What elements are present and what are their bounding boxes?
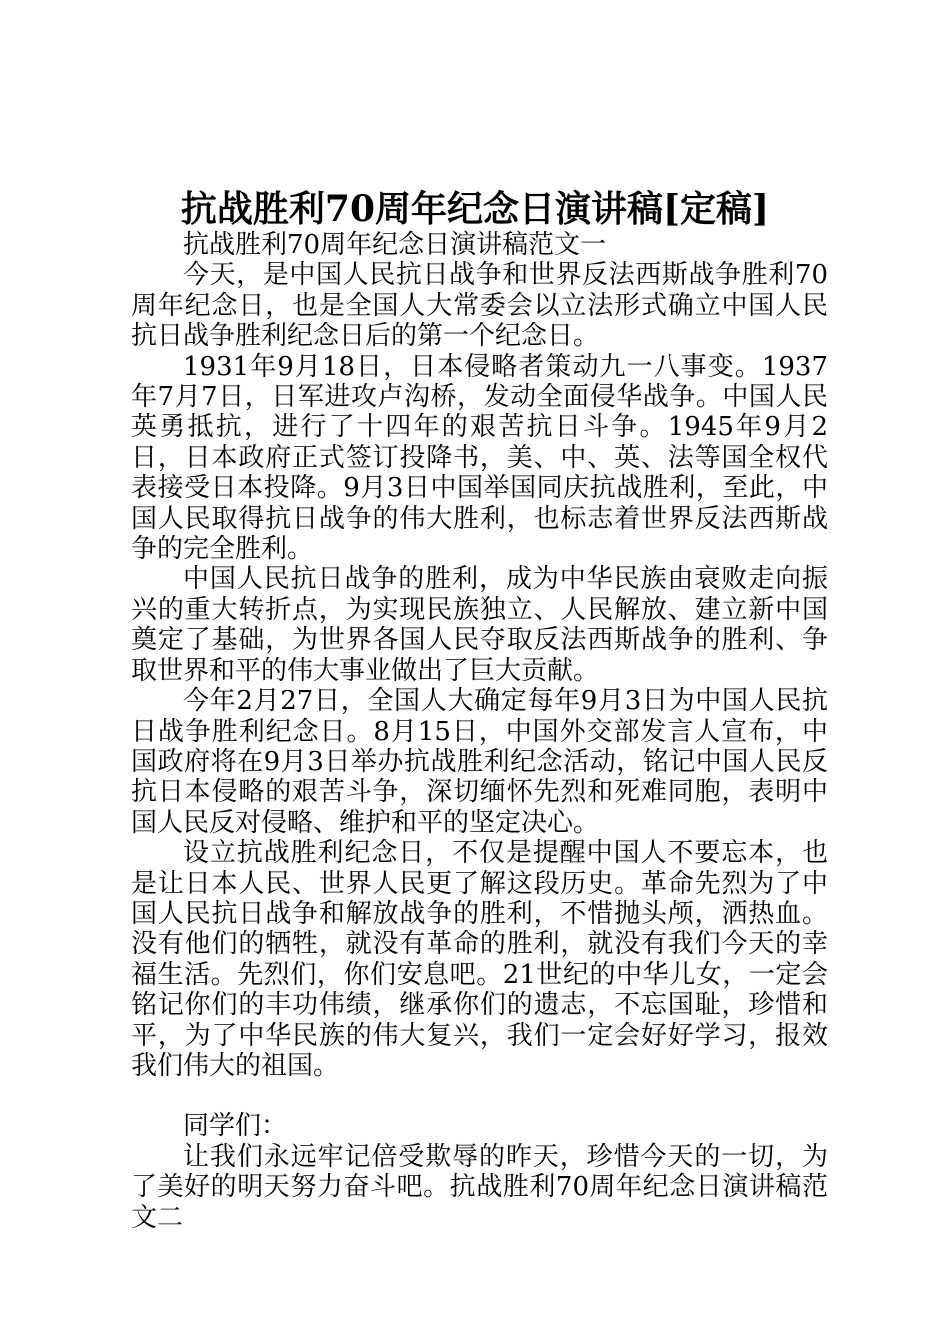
paragraph-intro: 今天，是中国人民抗日战争和世界反法西斯战争胜利70周年纪念日，也是全国人大常委会以立法形式确立中国人民抗日战争胜利纪念日后的第一个纪念日。 <box>131 260 828 352</box>
document-body <box>131 230 828 1233</box>
paragraph-history: 1931年9月18日，日本侵略者策动九一八事变。1937年7月7日，日军进攻卢沟桥，发动全面侵华战争。中国人民英勇抵抗，进行了十四年的艰苦抗日斗争。1945年9月2日，日本政府正式签订投降书，美、中、英、法等国全权代表接受日本投降。9月3日中国举国同庆抗战胜利，至此，中国人民取得抗日战争的伟大胜利，也标志着世界反法西斯战争的完全胜利。 <box>131 351 828 565</box>
paragraph-purpose: 设立抗战胜利纪念日，不仅是提醒中国人不要忘本，也是让日本人民、世界人民更了解这段历史。革命先烈为了中国人民抗日战争和解放战争的胜利，不惜抛头颅，洒热血。没有他们的牺牲，就没有革命的胜利，就没有我们今天的幸福生活。先烈们，你们安息吧。21世纪的中华儿女，一定会铭记你们的丰功伟绩，继承你们的遗志，不忘国耻，珍惜和平，为了中华民族的伟大复兴，我们一定会好好学习，报效我们伟大的祖国。 <box>131 838 828 1081</box>
paragraph-significance: 中国人民抗日战争的胜利，成为中华民族由衰败走向振兴的重大转折点，为实现民族独立、人民解放、建立新中国奠定了基础，为世界各国人民夺取反法西斯战争的胜利、争取世界和平的伟大事业做出了巨大贡献。 <box>131 564 828 686</box>
paragraph-closing: 让我们永远牢记倍受欺辱的昨天，珍惜今天的一切，为了美好的明天努力奋斗吧。抗战胜利70周年纪念日演讲稿范文二 <box>131 1141 828 1233</box>
paragraph-salutation: 同学们： <box>183 1111 288 1142</box>
paragraph-commemoration: 今年2月27日，全国人大确定每年9月3日为中国人民抗日战争胜利纪念日。8月15日，中国外交部发言人宣布，中国政府将在9月3日举办抗战胜利纪念活动，铭记中国人民反抗日本侵略的艰苦斗争，深切缅怀先烈和死难同胞，表明中国人民反对侵略、维护和平的坚定决心。 <box>131 686 828 838</box>
document-title: 抗战胜利70周年纪念日演讲稿[定稿] <box>180 188 770 230</box>
paragraph-subtitle: 抗战胜利70周年纪念日演讲稿范文一 <box>183 230 607 260</box>
